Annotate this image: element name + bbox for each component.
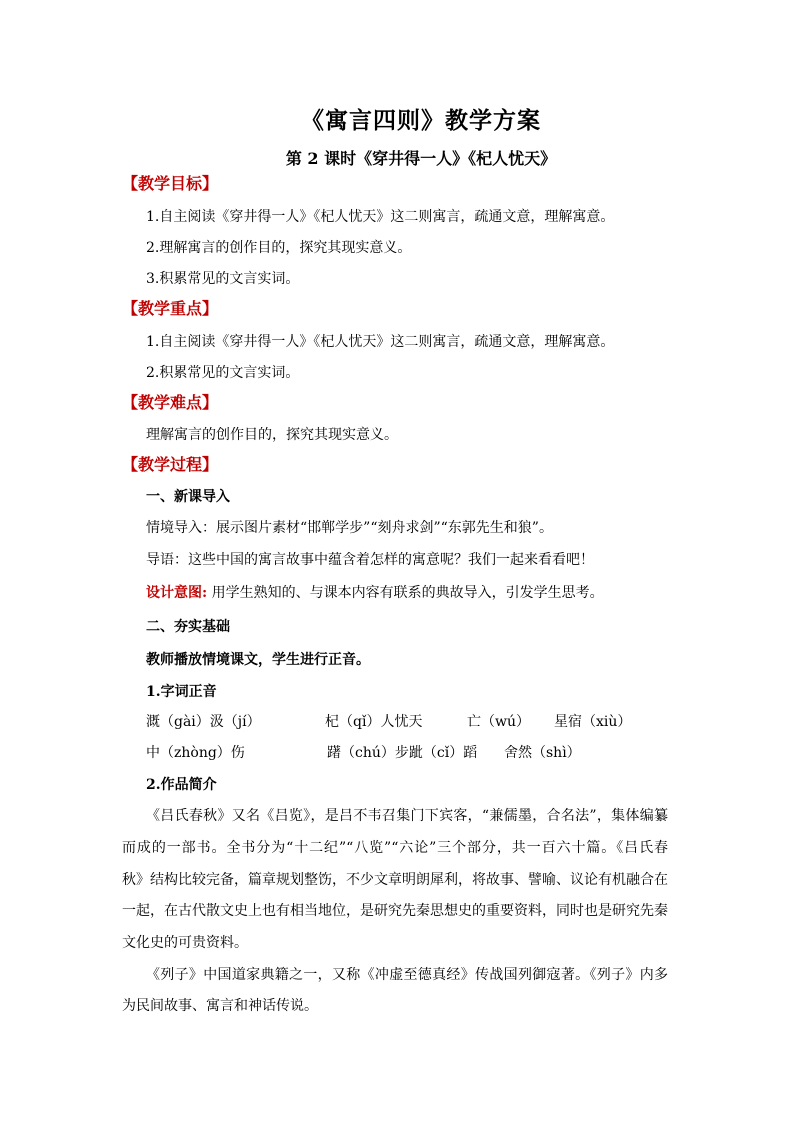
objective-item: 2.理解寓言的创作目的，探究其现实意义。 (146, 240, 412, 256)
section2-sub1: 1.字词正音 (146, 684, 217, 700)
section1-scene: 情境导入：展示图片素材“邯郸学步”“刻舟求剑”“东郭先生和狼”。 (146, 520, 553, 536)
intro-line: 而成的一部书。全书分为“十二纪”“八览”“六论”三个部分，共一百六十篇。《吕氏春 (122, 840, 668, 856)
intro-line: 秋》结构比较完备，篇章规划整饬，不少文章明朗犀利，将故事、譬喻、议论有机融合在 (122, 872, 668, 888)
key-point-item: 1.自主阅读《穿井得一人》《杞人忧天》这二则寓言，疏通文意，理解寓意。 (146, 334, 615, 350)
intro-line: 一起，在古代散文史上也有相当地位，是研究先秦思想史的重要资料，同时也是研究先秦 (122, 903, 668, 919)
section2-sub2: 2.作品简介 (146, 777, 217, 793)
difficulties-heading: 【教学难点】 (122, 393, 219, 412)
intro-line: 文化史的可贵资料。 (122, 935, 248, 951)
intro-line: 《列子》中国道家典籍之一，又称《冲虚至德真经》传战国列御寇著。《列子》内多 (146, 967, 668, 983)
key-points-heading: 【教学重点】 (122, 299, 219, 318)
section2-title: 二、夯实基础 (146, 619, 230, 635)
section1-title: 一、新课导入 (146, 489, 230, 505)
objective-item: 1.自主阅读《穿井得一人》《杞人忧天》这二则寓言，疏通文意，理解寓意。 (146, 209, 615, 225)
objectives-heading: 【教学目标】 (122, 174, 219, 193)
objective-item: 3.积累常见的文言实词。 (146, 271, 300, 287)
section1-design (146, 583, 604, 603)
pinyin-item: 溉（gài）汲（jí） (146, 714, 261, 730)
intro-line: 《吕氏春秋》又名《吕览》，是吕不韦召集门下宾客，“兼儒墨，合名法”，集体编纂 (146, 808, 668, 824)
process-heading: 【教学过程】 (122, 455, 219, 474)
key-point-item: 2.积累常见的文言实词。 (146, 365, 300, 381)
pinyin-item: 舍然（shì） (504, 745, 581, 761)
pinyin-item: 亡（wú） (467, 714, 530, 730)
pinyin-item: 躇（chú）步跐（cǐ）蹈 (327, 745, 478, 761)
difficulty-item: 理解寓言的创作目的，探究其现实意义。 (146, 427, 398, 443)
pinyin-item: 中（zhòng）伤 (146, 745, 245, 761)
design-intent-text: 用学生熟知的、与课本内容有联系的典故导入，引发学生思考。 (207, 585, 604, 601)
document-subtitle: 第 2 课时《穿井得一人》《杞人忧天》 (285, 149, 557, 168)
intro-line: 为民间故事、寓言和神话传说。 (122, 998, 318, 1014)
section1-guide: 导语：这些中国的寓言故事中蕴含着怎样的寓意呢？我们一起来看看吧！ (146, 552, 594, 568)
pinyin-item: 杞（qǐ）人忧天 (325, 714, 423, 730)
pinyin-item: 星宿（xiù） (554, 714, 632, 730)
design-intent-label: 设计意图: (146, 585, 208, 601)
document-title: 《寓言四则》教学方案 (301, 107, 541, 134)
section2-teacher: 教师播放情境课文，学生进行正音。 (146, 652, 370, 668)
